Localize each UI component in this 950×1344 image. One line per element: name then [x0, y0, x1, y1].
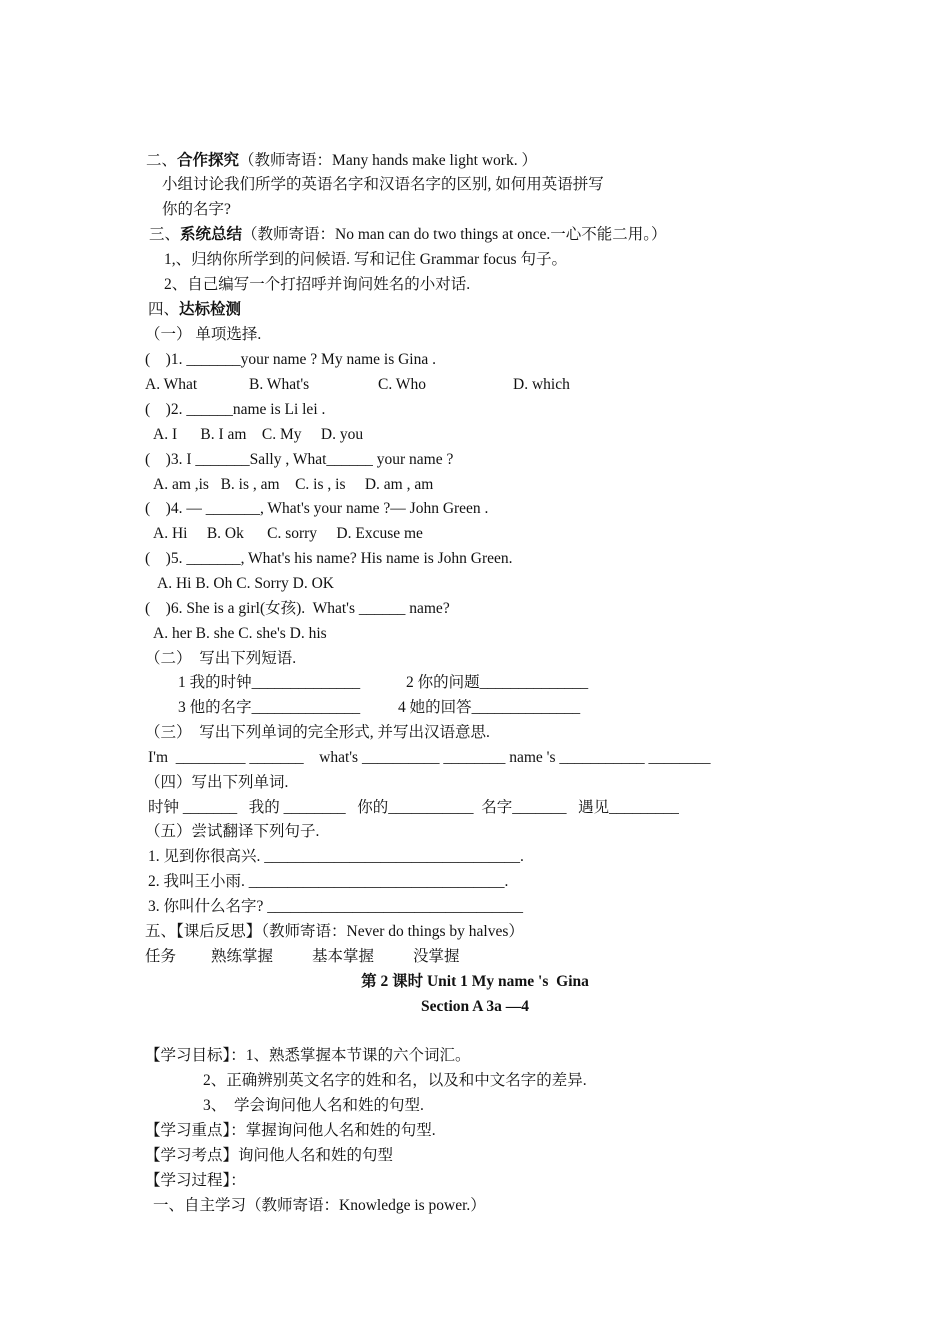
subsection-title: （二） 写出下列短语. [145, 650, 297, 667]
word-blanks: I'm _________ _______ what's __________ ________ name 's ___________ ________ [148, 749, 711, 766]
question: ( )5. _______, What's his name? His name is John Green. [145, 550, 513, 567]
phrase-blank: 2 你的问题______________ [406, 674, 589, 691]
reflection-cell: 基本掌握 [312, 948, 375, 965]
translation-item: 2. 我叫王小雨. _________________________________. [148, 873, 509, 890]
reflection-cell: 没掌握 [413, 948, 460, 965]
section-heading: 系统总结 [180, 226, 243, 243]
section-number: 四、 [148, 301, 180, 318]
option: C. Who [378, 376, 426, 393]
reflection-cell: 熟练掌握 [211, 948, 274, 965]
exam-point: 【学习考点】询问他人名和姓的句型 [145, 1147, 394, 1164]
objectives-label: 【学习目标】： [145, 1047, 246, 1064]
word-blanks: 时钟 _______ 我的 ________ 你的___________ 名字_______ 遇见_________ [148, 799, 679, 816]
translation-item: 1. 见到你很高兴. _________________________________. [148, 848, 524, 865]
question: ( )3. I _______Sally , What______ your name ? [145, 451, 454, 468]
objective-item: 3、 学会询问他人名和姓的句型. [203, 1097, 424, 1114]
options: A. Hi B. Ok C. sorry D. Excuse me [153, 525, 423, 542]
teacher-motto: （教师寄语：No man can do two things at once.一心不能二用。） [242, 226, 667, 243]
option: A. What [145, 376, 198, 393]
phrase-blank: 1 我的时钟______________ [178, 674, 361, 691]
summary-item: 1,、归纳你所学到的问候语. 写和记住 Grammar focus 句子。 [164, 251, 567, 268]
process-label: 【学习过程】： [145, 1172, 246, 1189]
subsection-title: （三） 写出下列单词的完全形式, 并写出汉语意思. [145, 724, 490, 741]
section-heading: 达标检测 [179, 301, 242, 318]
options: A. her B. she C. she's D. his [153, 625, 327, 642]
part3-heading-line [149, 224, 667, 246]
translation-item: 3. 你叫什么名字? _________________________________ [148, 898, 524, 915]
phrase-blank: 4 她的回答______________ [398, 699, 581, 716]
option: D. which [513, 376, 570, 393]
question: ( )6. She is a girl(女孩). What's ______ name? [145, 600, 450, 617]
objective-item: 1、熟悉掌握本节课的六个词汇。 [245, 1047, 471, 1064]
section-number: 二、 [146, 152, 178, 169]
subsection-title: （四）写出下列单词. [145, 774, 289, 791]
reflection-heading: 五、【课后反思】（教师寄语：Never do things by halves） [145, 923, 524, 940]
paragraph: 你的名字? [162, 201, 231, 218]
option: B. What's [249, 376, 310, 393]
part4-heading-line [148, 299, 241, 321]
paragraph: 小组讨论我们所学的英语名字和汉语名字的区别, 如何用英语拼写 [162, 176, 604, 193]
summary-item: 2、自己编写一个打招呼并询问姓名的小对话. [164, 276, 471, 293]
subsection-title: （一） 单项选择. [145, 326, 262, 343]
process-step: 一、自主学习（教师寄语：Knowledge is power.） [153, 1197, 486, 1214]
options: A. I B. I am C. My D. you [153, 426, 364, 443]
part2-heading-line [146, 150, 537, 172]
reflection-cell: 任务 [145, 948, 177, 965]
question: ( )4. — _______, What's your name ?— John Green . [145, 500, 489, 517]
section-number: 三、 [149, 226, 181, 243]
question: ( )1. _______your name ? My name is Gina . [145, 351, 436, 368]
phrase-blank: 3 他的名字______________ [178, 699, 361, 716]
lesson-title: 第 2 课时 Unit 1 My name 's Gina [361, 973, 589, 990]
key-point: 【学习重点】：掌握询问他人名和姓的句型. [145, 1122, 436, 1139]
question: ( )2. ______name is Li lei . [145, 401, 326, 418]
options: A. Hi B. Oh C. Sorry D. OK [157, 575, 334, 592]
teacher-motto: （教师寄语：Many hands make light work. ） [239, 152, 537, 169]
lesson-section: Section A 3a —4 [420, 998, 530, 1015]
subsection-title: （五）尝试翻译下列句子. [145, 823, 320, 840]
objective-item: 2、正确辨别英文名字的姓和名，以及和中文名字的差异. [203, 1072, 587, 1089]
objectives-line [145, 1045, 471, 1067]
section-heading: 合作探究 [177, 152, 240, 169]
options: A. am ,is B. is , am C. is , is D. am , am [153, 476, 434, 493]
